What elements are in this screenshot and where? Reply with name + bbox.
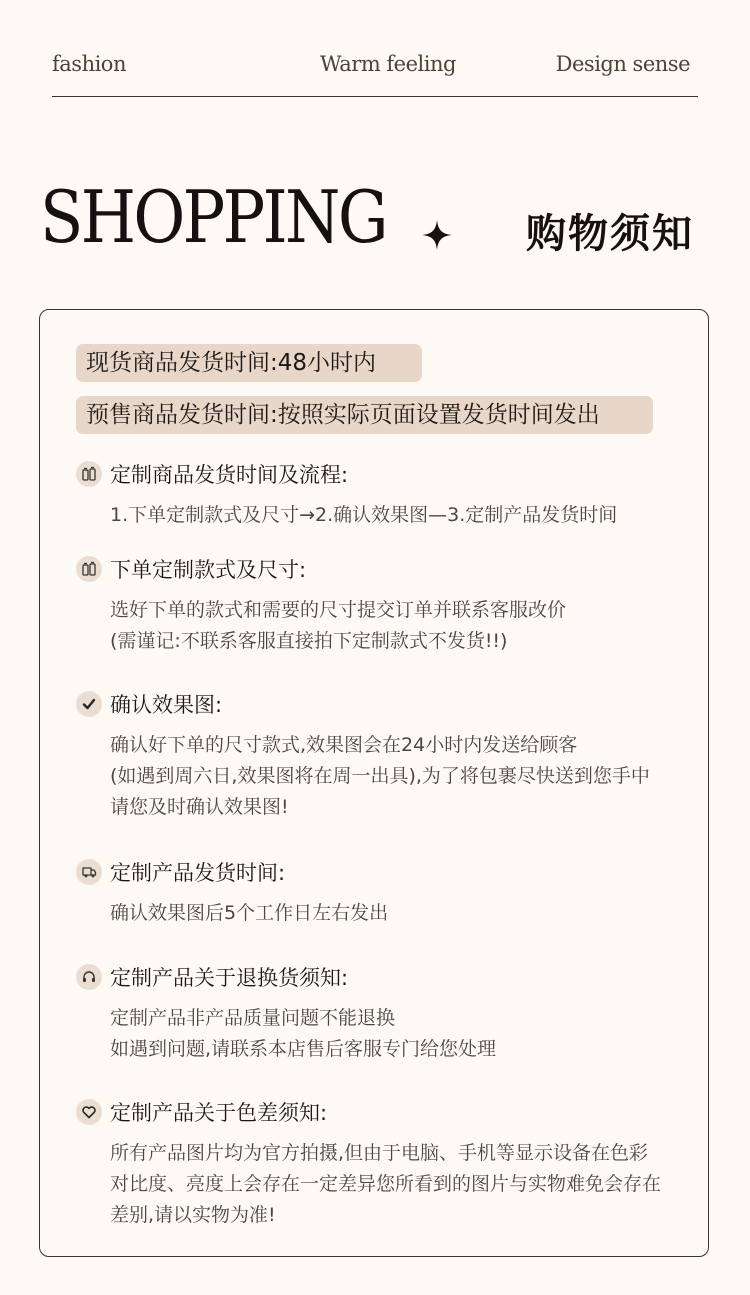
section-title: 定制产品关于退换货须知: xyxy=(110,966,349,990)
highlight-instock: 现货商品发货时间:48小时内 xyxy=(76,344,422,382)
section-return-policy xyxy=(76,961,696,1065)
section-line: (需谨记:不联系客服直接拍下定制款式不发货!!) xyxy=(110,630,508,652)
section-line: 1.下单定制款式及尺寸→2.确认效果图—3.定制产品发货时间 xyxy=(110,504,618,526)
section-line: (如遇到周六日,效果图将在周一出具),为了将包裹尽快送到您手中 xyxy=(110,765,650,787)
heart-icon xyxy=(76,1099,102,1125)
section-line: 请您及时确认效果图! xyxy=(110,796,289,818)
highlight-presale: 预售商品发货时间:按照实际页面设置发货时间发出 xyxy=(76,396,653,434)
section-ship-time xyxy=(76,856,696,929)
section-title: 定制产品关于色差须知: xyxy=(110,1101,328,1125)
bottles-icon xyxy=(76,556,102,582)
headset-icon xyxy=(76,964,102,990)
section-line: 确认效果图后5个工作日左右发出 xyxy=(110,902,389,924)
tagline-left: fashion xyxy=(52,52,126,76)
tagline-middle: Warm feeling xyxy=(320,52,456,76)
section-line: 确认好下单的尺寸款式,效果图会在24小时内发送给顾客 xyxy=(110,734,578,756)
section-confirm-render xyxy=(76,688,696,823)
section-line: 选好下单的款式和需要的尺寸提交订单并联系客服改价 xyxy=(110,599,567,621)
checkmark-icon xyxy=(76,691,102,717)
section-color-difference xyxy=(76,1096,696,1231)
section-title: 确认效果图: xyxy=(110,693,223,717)
section-line: 定制产品非产品质量问题不能退换 xyxy=(110,1007,396,1029)
section-title: 定制商品发货时间及流程: xyxy=(110,463,349,487)
section-order-custom xyxy=(76,553,696,657)
truck-icon xyxy=(76,859,102,885)
bottles-icon xyxy=(76,461,102,487)
section-title: 下单定制款式及尺寸: xyxy=(110,558,307,582)
hero-title-en: SHOPPING xyxy=(40,175,386,259)
section-line: 对比度、亮度上会存在一定差异您所看到的图片与实物难免会存在 xyxy=(110,1173,662,1195)
hero-title-cn: 购物须知 xyxy=(526,211,694,257)
section-title: 定制产品发货时间: xyxy=(110,861,286,885)
section-line: 所有产品图片均为官方拍摄,但由于电脑、手机等显示设备在色彩 xyxy=(110,1142,649,1164)
sparkle-icon xyxy=(422,220,452,250)
top-tagline-bar xyxy=(52,50,698,97)
section-custom-process xyxy=(76,458,696,531)
section-line: 差别,请以实物为准! xyxy=(110,1204,276,1226)
tagline-right: Design sense xyxy=(555,52,690,76)
section-line: 如遇到问题,请联系本店售后客服专门给您处理 xyxy=(110,1038,497,1060)
